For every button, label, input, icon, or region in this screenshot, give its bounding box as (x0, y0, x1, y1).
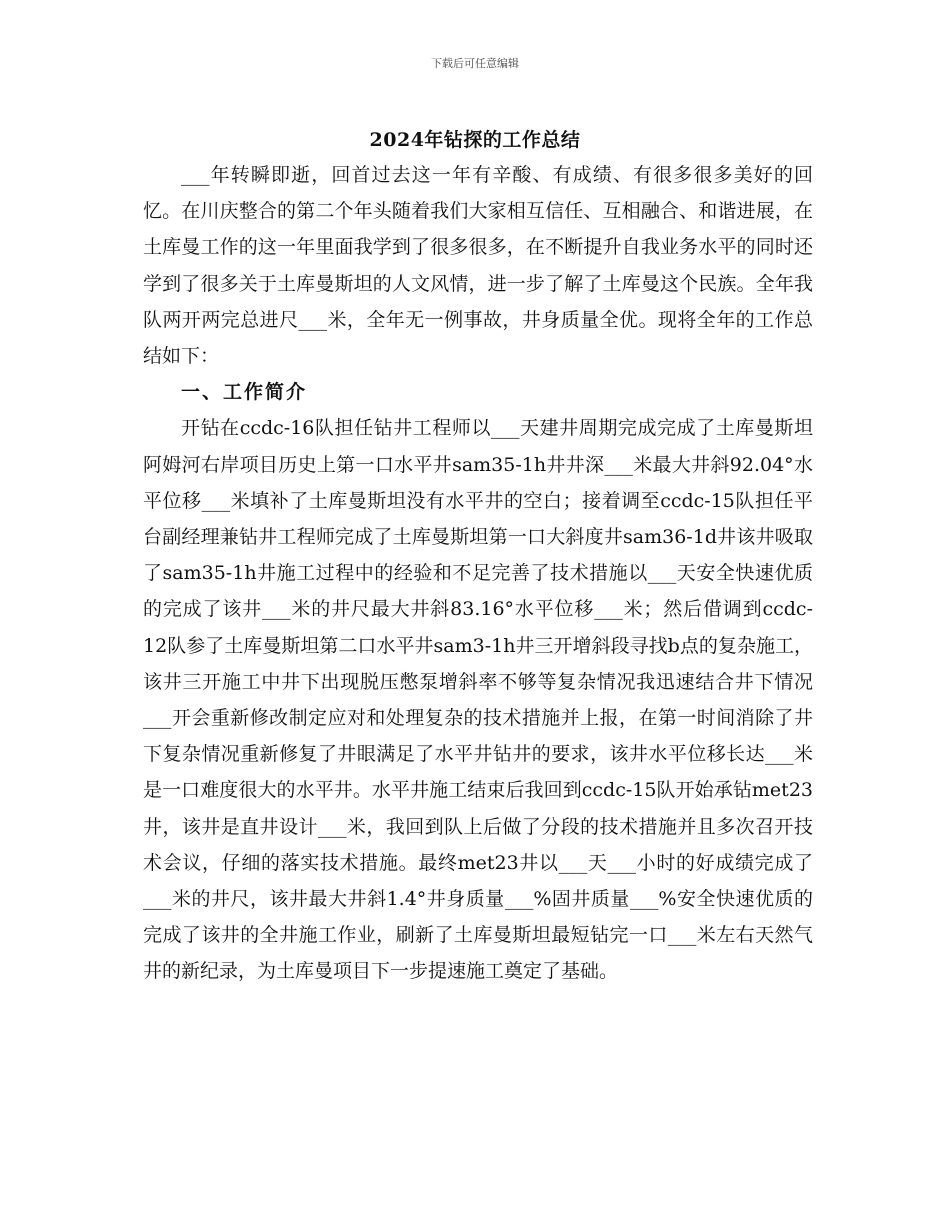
work-summary-paragraph: 开钻在ccdc-16队担任钻井工程师以___天建井周期完成完成了土库曼斯坦阿姆河右岸项目历史上第一口水平井sam35-1h井井深___米最大井斜92.04°水平位移___米填补了土库曼斯坦没有水平井的空白；接着调至ccdc-15队担任平台副经理兼钻井工程师完成了土库曼斯坦第一口大斜度井sam36-1d井该井吸取了sam35-1h井施工过程中的经验和不足完善了技术措施以___天安全快速优质的完成了该井___米的井尺最大井斜83.16°水平位移___米；然后借调到ccdc-12队参了土库曼斯坦第二口水平井sam3-1h井三开增斜段寻找b点的复杂施工，该井三开施工中井下出现脱压憋泵增斜率不够等复杂情况我迅速结合井下情况___开会重新修改制定应对和处理复杂的技术措施并上报，在第一时间消除了井下复杂情况重新修复了井眼满足了水平井钻井的要求，该井水平位移长达___米是一口难度很大的水平井。水平井施工结束后我回到ccdc-15队开始承钻met23井，该井是直井设计___米，我回到队上后做了分段的技术措施并且多次召开技术会议，仔细的落实技术措施。最终met23井以___天___小时的好成绩完成了___米的井尺，该井最大井斜1.4°井身质量___%固井质量___%安全快速优质的完成了该井的全井施工作业，刷新了土库曼斯坦最短钻完一口___米左右天然气井的新纪录，为土库曼项目下一步提速施工奠定了基础。 (143, 417, 813, 983)
document-title: 2024年钻探的工作总结 (369, 129, 581, 151)
intro-paragraph: ___年转瞬即逝，回首过去这一年有辛酸、有成绩、有很多很多美好的回忆。在川庆整合的第二个年头随着我们大家相互信任、互相融合、和谐进展，在土库曼工作的这一年里面我学到了很多很多，在不断提升自我业务水平的同时还学到了很多关于土库曼斯坦的人文风情，进一步了解了土库曼这个民族。全年我队两开两完总进尺___米，全年无一例事故，井身质量全优。现将全年的工作总结如下： (143, 164, 813, 368)
section-heading-work-summary: 一、工作简介 (181, 381, 308, 404)
document-body (143, 157, 813, 990)
page-header-note: 下载后可任意编辑 (431, 57, 519, 70)
